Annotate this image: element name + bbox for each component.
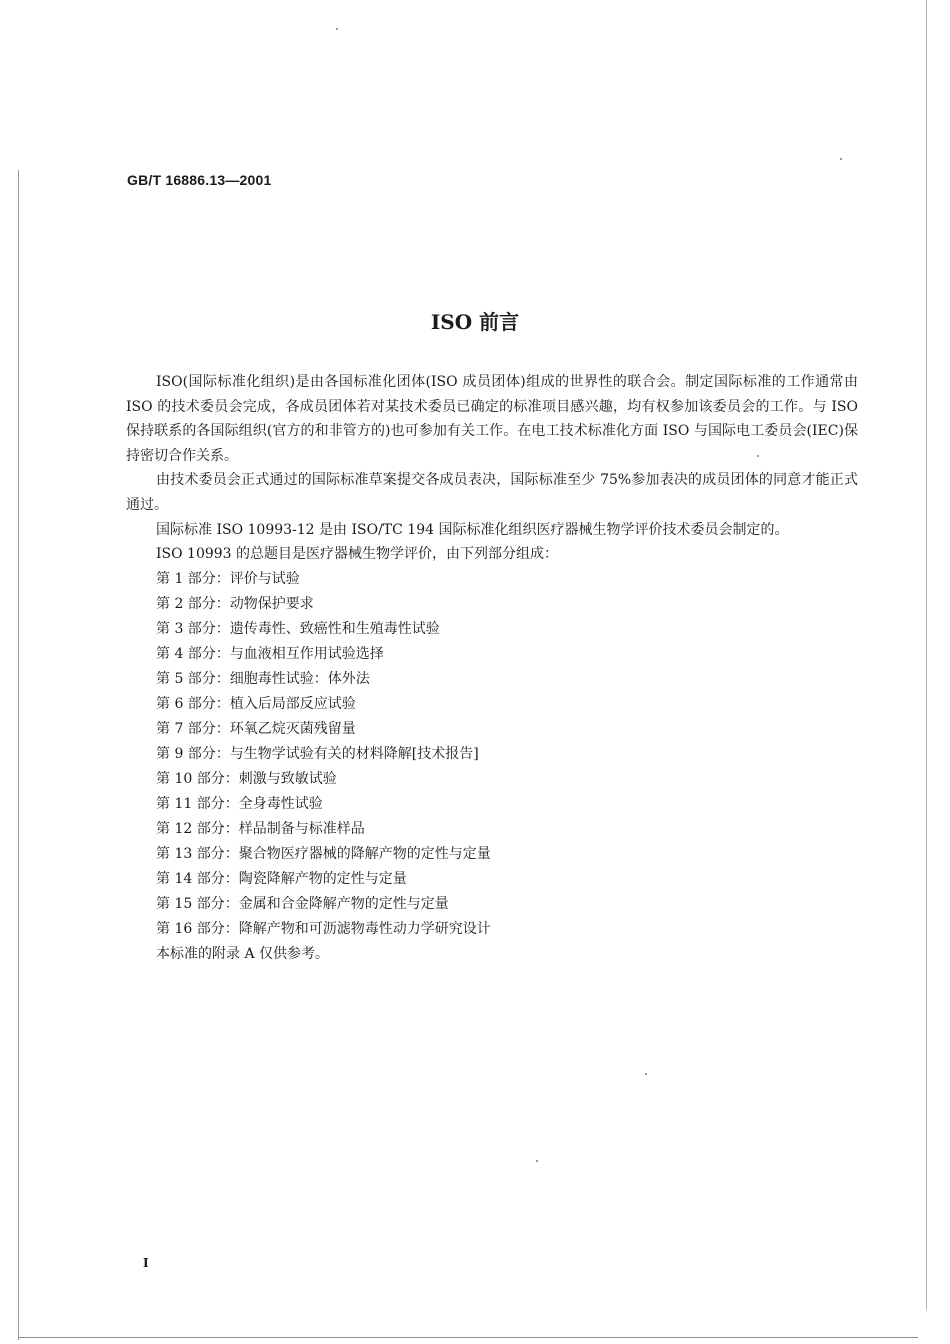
document-body (126, 370, 858, 967)
scan-speck (645, 1073, 647, 1075)
paragraph: ISO 10993 的总题目是医疗器械生物学评价，由下列部分组成： (156, 546, 559, 563)
scan-speck (336, 28, 338, 30)
list-item: 第 5 部分：细胞毒性试验：体外法 (156, 670, 370, 687)
page-number: I (143, 1256, 149, 1270)
list-item: 第 1 部分：评价与试验 (156, 570, 300, 587)
list-item: 第 2 部分：动物保护要求 (156, 595, 314, 612)
list-item: 第 4 部分：与血液相互作用试验选择 (156, 645, 384, 662)
list-item: 第 12 部分：样品制备与标准样品 (156, 820, 365, 837)
paragraph: ISO(国际标准化组织)是由各国标准化团体(ISO 成员团体)组成的世界性的联合会。制定国际标准的工作通常由 ISO 的技术委员会完成，各成员团体若对某技术委员已确定的标准项目感兴趣，均有权参加该委员会的工作。与 ISO 保持联系的各国际组织(官方的和非管方的)也可参加有关工作。在电工技术标准化方面 ISO 与国际电工委员会(IEC)保持密切合作关系。 (126, 374, 858, 464)
list-item: 第 13 部分：聚合物医疗器械的降解产物的定性与定量 (156, 845, 491, 862)
list-item: 第 3 部分：遗传毒性、致癌性和生殖毒性试验 (156, 620, 440, 637)
parts-list (126, 567, 858, 942)
list-item: 第 14 部分：陶瓷降解产物的定性与定量 (156, 870, 407, 887)
paragraph: 国际标准 ISO 10993-12 是由 ISO/TC 194 国际标准化组织医疗器械生物学评价技术委员会制定的。 (156, 521, 789, 538)
list-item: 第 10 部分：刺激与致敏试验 (156, 770, 337, 787)
scan-speck (536, 1160, 538, 1162)
list-item: 第 16 部分：降解产物和可沥滤物毒性动力学研究设计 (156, 920, 491, 937)
scan-edge-left (18, 170, 19, 1340)
list-item: 第 11 部分：全身毒性试验 (156, 795, 323, 812)
list-item: 第 9 部分：与生物学试验有关的材料降解[技术报告] (156, 745, 479, 762)
scan-edge-bottom (18, 1337, 918, 1338)
list-item: 第 7 部分：环氧乙烷灭菌残留量 (156, 720, 356, 737)
closing-note: 本标准的附录 A 仅供参考。 (156, 945, 330, 962)
scan-speck (840, 158, 842, 160)
page-title: ISO 前言 (430, 310, 520, 334)
list-item: 第 15 部分：金属和合金降解产物的定性与定量 (156, 895, 449, 912)
paragraph: 由技术委员会正式通过的国际标准草案提交各成员表决，国际标准至少 75%参加表决的成员团体的同意才能正式通过。 (126, 472, 858, 513)
standard-code: GB/T 16886.13—2001 (127, 172, 272, 188)
scan-edge-right (926, 0, 927, 1310)
list-item: 第 6 部分：植入后局部反应试验 (156, 695, 356, 712)
